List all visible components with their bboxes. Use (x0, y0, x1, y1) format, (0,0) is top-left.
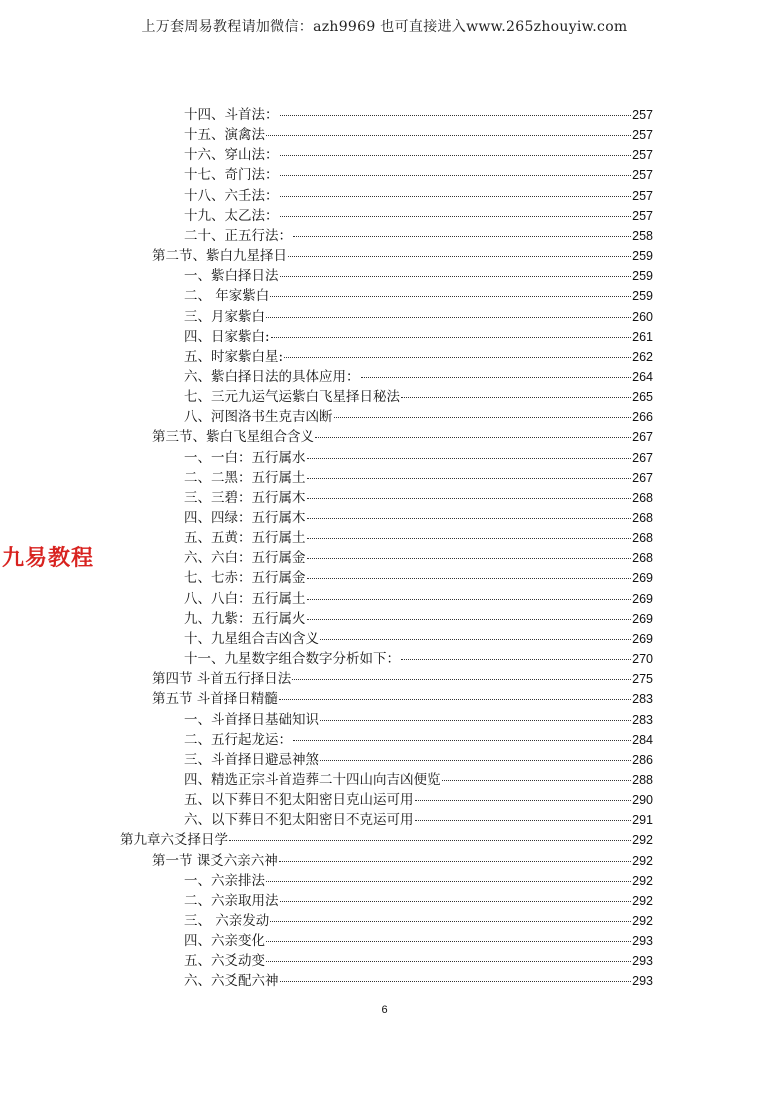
toc-entry[interactable] (152, 667, 653, 687)
toc-entry-title: 二、二黑：五行属土 (184, 469, 306, 486)
toc-entry[interactable] (184, 224, 653, 244)
toc-entry-title: 一、一白：五行属水 (184, 449, 306, 466)
dot-leader (280, 276, 632, 277)
toc-entry[interactable] (184, 325, 653, 345)
dot-leader (280, 155, 632, 156)
toc-entry-page: 291 (632, 813, 653, 828)
toc-entry-page: 257 (632, 108, 653, 122)
dot-leader (270, 921, 631, 922)
toc-entry-page: 275 (632, 672, 653, 687)
toc-entry[interactable] (152, 687, 653, 707)
dot-leader (288, 256, 631, 257)
toc-entry-title: 五、六爻动变 (184, 953, 265, 970)
toc-entry[interactable] (184, 284, 653, 304)
toc-entry-page: 267 (632, 430, 653, 445)
dot-leader (320, 639, 631, 640)
toc-entry-page: 268 (632, 490, 653, 505)
toc-entry[interactable] (184, 627, 653, 647)
dot-leader (320, 760, 631, 761)
dot-leader (293, 740, 631, 741)
toc-entry-title: 十一、九星数字组合数字分析如下： (184, 651, 400, 668)
dot-leader (401, 397, 631, 398)
toc-entry-title: 六、以下葬日不犯太阳密日不克运可用 (184, 812, 414, 829)
toc-entry-page: 257 (632, 128, 653, 143)
dot-leader (280, 115, 632, 116)
toc-entry[interactable] (184, 768, 653, 788)
toc-entry-page: 269 (632, 631, 653, 646)
toc-entry-title: 三、斗首择日避忌神煞 (184, 751, 319, 768)
toc-entry-title: 十六、穿山法： (184, 147, 279, 164)
toc-entry-page: 260 (632, 309, 653, 324)
toc-entry-page: 257 (632, 148, 653, 163)
toc-entry[interactable] (184, 929, 653, 949)
toc-entry[interactable] (184, 526, 653, 546)
toc-entry-title: 第一节 课爻六亲六神 (152, 852, 278, 869)
dot-leader (280, 901, 632, 902)
toc-entry-page: 259 (632, 249, 653, 264)
toc-entry-title: 二、六亲取用法 (184, 892, 279, 909)
toc-entry-title: 八、八白：五行属土 (184, 590, 306, 607)
dot-leader (361, 377, 632, 378)
dot-leader (307, 498, 632, 499)
dot-leader (307, 458, 632, 459)
toc-entry[interactable] (184, 607, 653, 627)
toc-entry-title: 十五、演禽法 (184, 127, 265, 144)
dot-leader (229, 840, 631, 841)
toc-entry-title: 第三节、紫白飞星组合含义 (152, 429, 314, 446)
toc-entry-page: 268 (632, 531, 653, 546)
toc-entry-page: 270 (632, 652, 653, 667)
watermark-logo: 九易教程 (2, 546, 95, 571)
toc-entry-title: 七、三元九运气运紫白飞星择日秘法 (184, 389, 400, 406)
dot-leader (307, 478, 632, 479)
toc-entry-title: 十、九星组合吉凶含义 (184, 630, 319, 647)
dot-leader (401, 659, 631, 660)
toc-entry-page: 266 (632, 410, 653, 425)
toc-entry-page: 292 (632, 873, 653, 888)
dot-leader (292, 679, 631, 680)
toc-entry-title: 三、 六亲发动 (184, 913, 270, 929)
toc-entry-title: 十九、太乙法： (184, 207, 279, 224)
toc-entry-title: 十七、奇门法： (184, 167, 279, 184)
toc-entry-page: 269 (632, 591, 653, 606)
dot-leader (284, 357, 631, 358)
toc-entry-page: 292 (632, 853, 653, 868)
page-number: 6 (381, 1004, 388, 1016)
toc-entry[interactable] (152, 849, 653, 869)
toc-entry[interactable] (184, 889, 653, 909)
toc-entry-title: 五、五黄：五行属土 (184, 530, 306, 547)
toc-entry[interactable] (184, 486, 653, 506)
dot-leader (334, 417, 632, 418)
toc-entry[interactable] (152, 425, 653, 445)
toc-entry[interactable] (184, 163, 653, 183)
dot-leader (307, 599, 632, 600)
dot-leader (415, 820, 632, 821)
dot-leader (307, 538, 632, 539)
toc-entry-page: 268 (632, 511, 653, 525)
toc-entry-title: 十四、斗首法： (184, 107, 279, 123)
dot-leader (442, 780, 632, 781)
toc-entry-title: 第二节、紫白九星择日 (152, 248, 287, 265)
toc-entry-title: 十八、六壬法： (184, 187, 279, 204)
toc-entry[interactable] (152, 244, 653, 264)
toc-entry[interactable] (120, 828, 653, 848)
toc-entry-page: 259 (632, 269, 653, 284)
toc-entry[interactable] (184, 587, 653, 607)
toc-entry-page: 288 (632, 772, 653, 787)
toc-entry-title: 四、精选正宗斗首造葬二十四山向吉凶便览 (184, 771, 441, 788)
toc-entry-page: 292 (632, 893, 653, 908)
toc-entry-title: 六、六爻配六神 (184, 973, 279, 990)
toc-entry-page: 283 (632, 692, 653, 707)
toc-entry-page: 269 (632, 611, 653, 626)
toc-entry-title: 八、河图洛书生克吉凶断 (184, 409, 333, 426)
toc-entry[interactable] (184, 748, 653, 768)
toc-entry-title: 三、三碧：五行属木 (184, 489, 306, 506)
toc-entry[interactable] (184, 143, 653, 163)
toc-entry[interactable] (184, 708, 653, 728)
toc-entry[interactable] (184, 264, 653, 284)
dot-leader (280, 175, 632, 176)
toc-entry[interactable] (184, 123, 653, 143)
dot-leader (266, 135, 631, 136)
toc-entry-title: 五、以下葬日不犯太阳密日克山运可用 (184, 792, 414, 809)
toc-entry-title: 三、月家紫白 (184, 308, 265, 325)
toc-entry[interactable] (184, 305, 653, 325)
toc-entry-title: 二、 年家紫白 (184, 288, 270, 305)
toc-entry[interactable] (184, 204, 653, 224)
toc-entry-title: 六、六白：五行属金 (184, 550, 306, 567)
toc-entry-page: 257 (632, 168, 653, 183)
toc-entry[interactable] (184, 405, 653, 425)
toc-entry[interactable] (184, 103, 653, 123)
toc-entry[interactable] (184, 506, 653, 526)
toc-entry-title: 第九章六爻择日学 (120, 832, 228, 849)
dot-leader (279, 861, 631, 862)
toc-entry[interactable] (184, 184, 653, 204)
toc-entry-page: 261 (632, 329, 653, 344)
toc-entry[interactable] (184, 647, 653, 667)
toc-entry-title: 二、五行起龙运： (184, 731, 292, 748)
toc-entry[interactable] (184, 345, 653, 365)
dot-leader (315, 437, 631, 438)
toc-entry-title: 六、紫白择日法的具体应用： (184, 368, 360, 385)
toc-entry[interactable] (184, 728, 653, 748)
toc-entry[interactable] (184, 466, 653, 486)
toc-entry[interactable] (184, 385, 653, 405)
dot-leader (415, 800, 632, 801)
toc-entry[interactable] (184, 808, 653, 828)
toc-entry-page: 258 (632, 228, 653, 243)
dot-leader (280, 196, 632, 197)
toc-entry-page: 262 (632, 349, 653, 364)
dot-leader (307, 558, 632, 559)
toc-entry[interactable] (184, 365, 653, 385)
dot-leader (280, 216, 632, 217)
dot-leader (266, 941, 631, 942)
toc-entry-title: 七、七赤：五行属金 (184, 570, 306, 587)
toc-entry-page: 264 (632, 369, 653, 384)
toc-entry[interactable] (184, 909, 653, 929)
toc-entry[interactable] (184, 546, 653, 566)
dot-leader (271, 337, 632, 338)
page-header: 上万套周易教程请加微信：azh9969 也可直接进入www.265zhouyiw.com (141, 19, 628, 35)
toc-entry-title: 五、时家紫白星: (184, 348, 284, 365)
dot-leader (279, 699, 631, 700)
toc-entry-page: 269 (632, 571, 653, 586)
toc-entry-title: 一、斗首择日基础知识 (184, 711, 319, 728)
toc-entry[interactable] (184, 949, 653, 969)
toc-entry[interactable] (184, 969, 653, 989)
toc-entry-page: 283 (632, 712, 653, 727)
toc-entry[interactable] (184, 788, 653, 808)
toc-entry-title: 第四节 斗首五行择日法 (152, 671, 292, 688)
toc-entry[interactable] (184, 869, 653, 889)
toc-entry-page: 259 (632, 289, 653, 304)
toc-entry-title: 一、六亲排法 (184, 872, 265, 889)
toc-entry-page: 265 (632, 390, 653, 405)
toc-entry-title: 四、日家紫白: (184, 328, 270, 345)
toc-entry-page: 293 (632, 954, 653, 969)
toc-entry-page: 293 (632, 934, 653, 949)
dot-leader (307, 518, 632, 519)
toc-entry-title: 四、六亲变化 (184, 933, 265, 950)
toc-entry-page: 293 (632, 974, 653, 989)
toc-entry[interactable] (184, 446, 653, 466)
dot-leader (293, 236, 631, 237)
toc-entry-title: 一、紫白择日法 (184, 268, 279, 285)
toc-entry-page: 290 (632, 793, 653, 808)
dot-leader (307, 578, 632, 579)
toc-entry-title: 二十、正五行法： (184, 227, 292, 244)
toc-entry-page: 257 (632, 188, 653, 203)
dot-leader (266, 881, 631, 882)
dot-leader (307, 619, 632, 620)
toc-entry-title: 九、九紫：五行属火 (184, 610, 306, 627)
dot-leader (320, 720, 631, 721)
toc-entry-page: 284 (632, 732, 653, 747)
toc-entry-title: 四、四绿：五行属木 (184, 510, 306, 526)
toc-entry-page: 257 (632, 208, 653, 223)
dot-leader (270, 296, 631, 297)
toc-entry-page: 267 (632, 470, 653, 485)
dot-leader (266, 961, 631, 962)
toc-entry-title: 第五节 斗首择日精髓 (152, 691, 278, 708)
toc-entry-page: 292 (632, 914, 653, 928)
toc-entry-page: 292 (632, 833, 653, 848)
toc-entry-page: 286 (632, 752, 653, 767)
toc-entry-page: 268 (632, 551, 653, 566)
dot-leader (280, 981, 632, 982)
toc-entry-page: 267 (632, 450, 653, 465)
dot-leader (266, 317, 631, 318)
toc-entry[interactable] (184, 566, 653, 586)
